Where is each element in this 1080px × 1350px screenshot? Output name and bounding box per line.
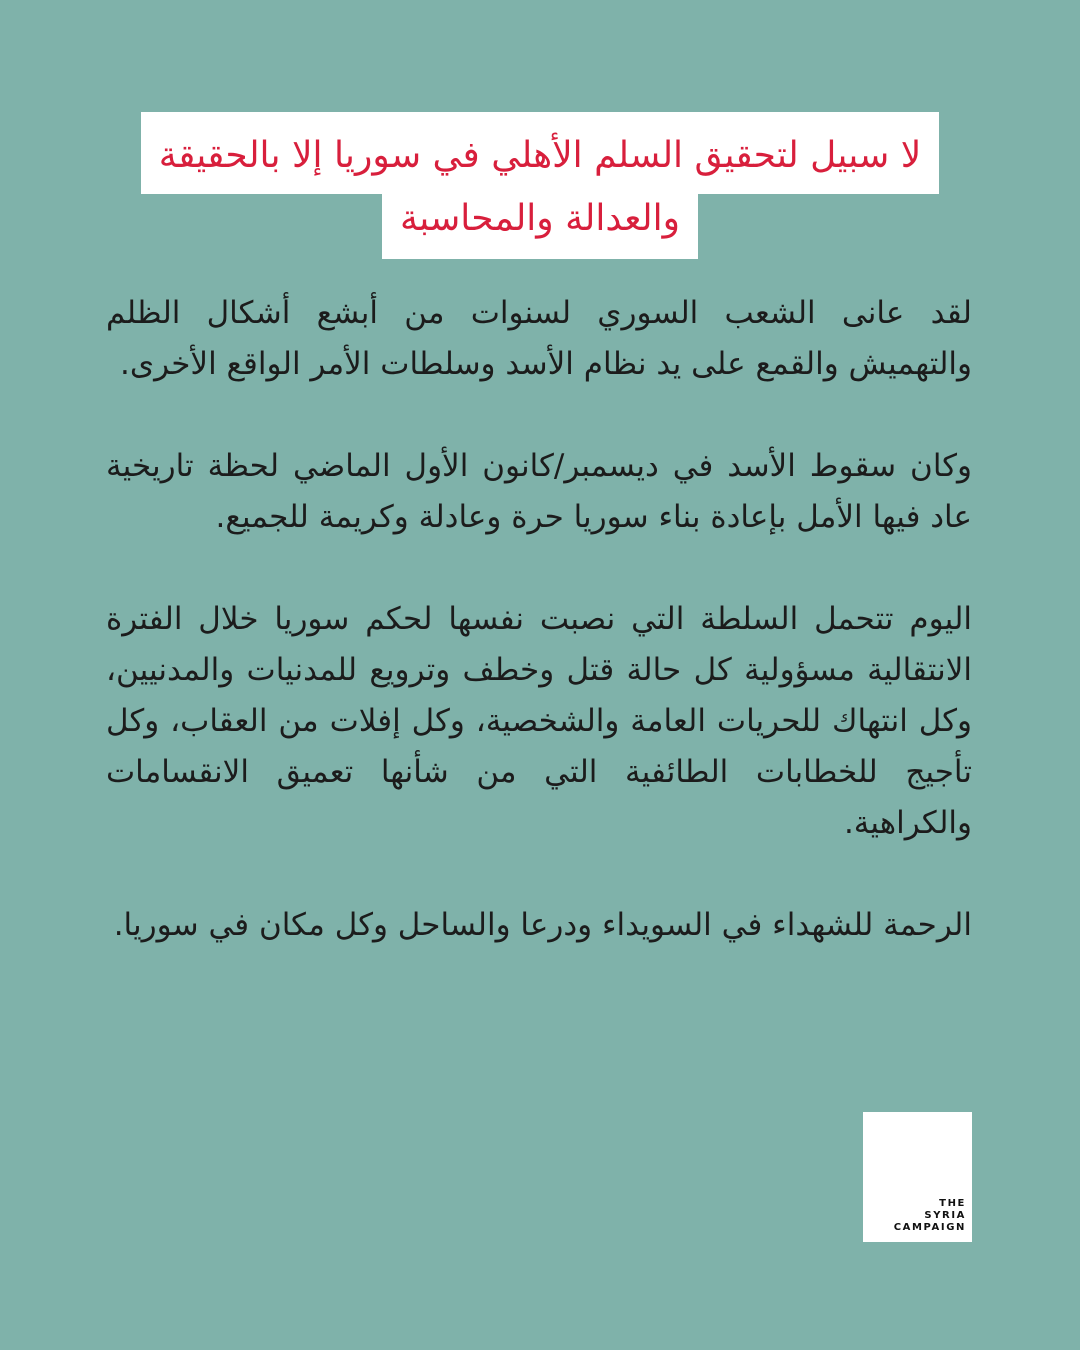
logo-line-syria: SYRIA bbox=[924, 1210, 966, 1221]
paragraph-suffering: لقد عانى الشعب السوري لسنوات من أبشع أشكال الظلم والتهميش والقمع على يد نظام الأسد وسلطات الأمر الواقع الأخرى. bbox=[106, 295, 972, 382]
paragraph-fall-of-assad: وكان سقوط الأسد في ديسمبر/كانون الأول الماضي لحظة تاريخية عاد فيها الأمل بإعادة بناء سوريا حرة وعادلة وكريمة للجميع. bbox=[106, 448, 972, 535]
paragraph-responsibility: اليوم تتحمل السلطة التي نصبت نفسها لحكم سوريا خلال الفترة الانتقالية مسؤولية كل حالة قتل وخطف وترويع للمدنيات والمدنيين، وكل انتهاك للحريات العامة والشخصية، وكل إفلات من العقاب، وكل تأجيج للخطابات الطائفية التي من شأنها تعميق الانقسامات والكراهية. bbox=[106, 601, 972, 841]
statement-body bbox=[106, 288, 972, 951]
syria-campaign-logo bbox=[863, 1112, 972, 1242]
headline-line-2: والعدالة والمحاسبة bbox=[382, 193, 698, 259]
logo-line-the: THE bbox=[939, 1198, 966, 1209]
logo-wordmark bbox=[894, 1198, 966, 1234]
logo-line-campaign: CAMPAIGN bbox=[893, 1222, 966, 1233]
headline bbox=[0, 112, 1080, 259]
paragraph-martyrs: الرحمة للشهداء في السويداء ودرعا والساحل وكل مكان في سوريا. bbox=[113, 907, 972, 943]
headline-line-1: لا سبيل لتحقيق السلم الأهلي في سوريا إلا بالحقيقة bbox=[141, 112, 939, 194]
